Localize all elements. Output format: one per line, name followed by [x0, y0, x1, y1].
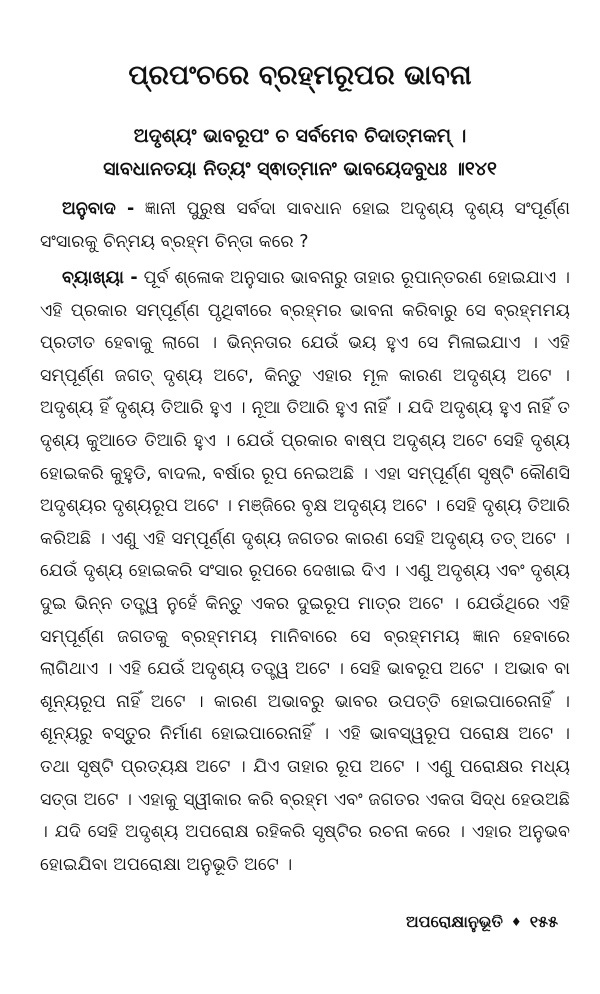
page-number: ୧୫୫: [529, 912, 558, 931]
explanation-paragraph: [40, 262, 570, 881]
footer-book-title: ଅପରୋକ୍ଷାନୁଭୂତି: [405, 912, 503, 931]
verse-line-1: ଅଦୃଶ୍ୟଂ ଭାବରୂପଂ ଚ ସର୍ବମେବ ଚିଦାତ୍ମକମ୍ ।: [133, 125, 467, 147]
translation-text: ଜ୍ଞାନୀ ପୁରୁଷ ସର୍ବଦା ସାବଧାନ ହୋଇ ଅଦୃଶ୍ୟ ଦୃଶ୍ୟ ସଂପୂର୍ଣ୍ଣ ସଂସାରକୁ ଚିନ୍ମୟ ବ୍ରହ୍ମ ଚିନ୍ତା କରେ ?: [40, 199, 570, 252]
verse-line-2: ସାବଧାନତୟା ନିତ୍ୟଂ ସ୍ଵାତ୍ମାନଂ ଭାବୟେଦବୁଧଃ ॥୧୪୧: [103, 158, 497, 180]
translation-label: ଅନୁବାଦ -: [62, 199, 135, 219]
diamond-icon: ♦: [510, 915, 522, 929]
explanation-label: ବ୍ୟାଖ୍ୟା -: [62, 268, 138, 288]
page-title: ପ୍ରପଂଚରେ ବ୍ରହ୍ମରୂପର ଭାବନା: [128, 60, 472, 91]
explanation-text: ପୂର୍ବ ଶ୍ଳୋକ ଅନୁସାର ଭାବନାରୁ ତାହାର ରୂପାନ୍ତରଣ ହୋଇଯାଏ । ଏହି ପ୍ରକାର ସମ୍ପୂର୍ଣ୍ଣ ପୃଥିବୀରେ ବ୍ରହ୍ମର ଭାବନା କରିବାରୁ ସେ ବ୍ରହ୍ମମୟ ପ୍ରତୀତ ହେବାକୁ ଲାଗେ । ଭିନ୍ନତାର ଯେଉଁ ଭୟ ହୁଏ ସେ ମିଳାଇଯାଏ । ଏହି ସମ୍ପୂର୍ଣ୍ଣ ଜଗତ୍ ଦୃଶ୍ୟ ଅଟେ, କିନ୍ତୁ ଏହାର ମୂଳ କାରଣ ଅଦୃଶ୍ୟ ଅଟେ । ଅଦୃଶ୍ୟ ହିଁ ଦୃଶ୍ୟ ତିଆରି ହୁଏ । ନୂଆ ତିଆରି ହୁଏ ନାହିଁ । ଯଦି ଅଦୃଶ୍ୟ ହୁଏ ନାହିଁ ତ ଦୃଶ୍ୟ କୁଆଡେ ତିଆରି ହୁଏ । ଯେଉଁ ପ୍ରକାର ବାଷ୍ପ ଅଦୃଶ୍ୟ ଅଟେ ସେହି ଦୃଶ୍ୟ ହୋଇକରି କୁହୁଡି, ବାଦଲ, ବର୍ଷାର ରୂପ ନେଇଅଛି । ଏହା ସମ୍ପୂର୍ଣ୍ଣ ସୃଷ୍ଟି କୌଣସି ଅଦୃଶ୍ୟର ଦୃଶ୍ୟରୂପ ଅଟେ । ମଞ୍ଜିରେ ବୃକ୍ଷ ଅଦୃଶ୍ୟ ଅଟେ । ସେହି ଦୃଶ୍ୟ ତିଆରି କରିଅଛି । ଏଣୁ ଏହି ସମ୍ପୂର୍ଣ୍ଣ ଦୃଶ୍ୟ ଜଗତର କାରଣ ସେହି ଅଦୃଶ୍ୟ ତତ୍ ଅଟେ । ଯେଉଁ ଦୃଶ୍ୟ ହୋଇକରି ସଂସାର ରୂପରେ ଦେଖାଇ ଦିଏ । ଏଣୁ ଅଦୃଶ୍ୟ ଏବଂ ଦୃଶ୍ୟ ଦୁଇ ଭିନ୍ନ ତତ୍ତ୍ୱ ନୁହେଁ କିନ୍ତୁ ଏକର ଦୁଇରୂପ ମାତ୍ର ଅଟେ । ଯେଉଁଥିରେ ଏହି ସମ୍ପୂର୍ଣ୍ଣ ଜଗତକୁ ବ୍ରହ୍ମମୟ ମାନିବାରେ ସେ ବ୍ରହ୍ମମୟ ଜ୍ଞାନ ହେବାରେ ଲାଗିଥାଏ । ଏହି ଯେଉଁ ଅଦୃଶ୍ୟ ତତ୍ତ୍ୱ ଅଟେ । ସେହି ଭାବରୂପ ଅଟେ । ଅଭାବ ବା ଶୂନ୍ୟରୂପ ନାହିଁ ଅଟେ । କାରଣ ଅଭାବରୁ ଭାବର ଉପତ୍ତି ହୋଇପାରେନାହିଁ । ଶୂନ୍ୟରୁ ବସ୍ତୁର ନିର୍ମାଣ ହୋଇପାରେନାହିଁ । ଏହି ଭାବସ୍ୱରୂପ ପରୋକ୍ଷ ଅଟେ । ତଥା ସୃଷ୍ଟି ପ୍ରତ୍ୟକ୍ଷ ଅଟେ । ଯିଏ ତାହାର ରୂପ ଅଟେ । ଏଣୁ ପରୋକ୍ଷର ମଧ୍ୟ ସତ୍ତା ଅଟେ । ଏହାକୁ ସ୍ୱୀକାର କରି ବ୍ରହ୍ମ ଏବଂ ଜଗତର ଏକତା ସିଦ୍ଧ ହେଉଅଛି । ଯଦି ସେହି ଅଦୃଶ୍ୟ ଅପରୋକ୍ଷ ରହିକରି ସୃଷ୍ଟିର ରଚନା କରେ । ଏହାର ଅନୁଭବ ହୋଇଯିବା ଅପରୋକ୍ଷା ଅନୁଭୂତି ଅଟେ ।: [40, 268, 570, 875]
translation-paragraph: [40, 193, 570, 258]
page-footer: [406, 912, 558, 932]
